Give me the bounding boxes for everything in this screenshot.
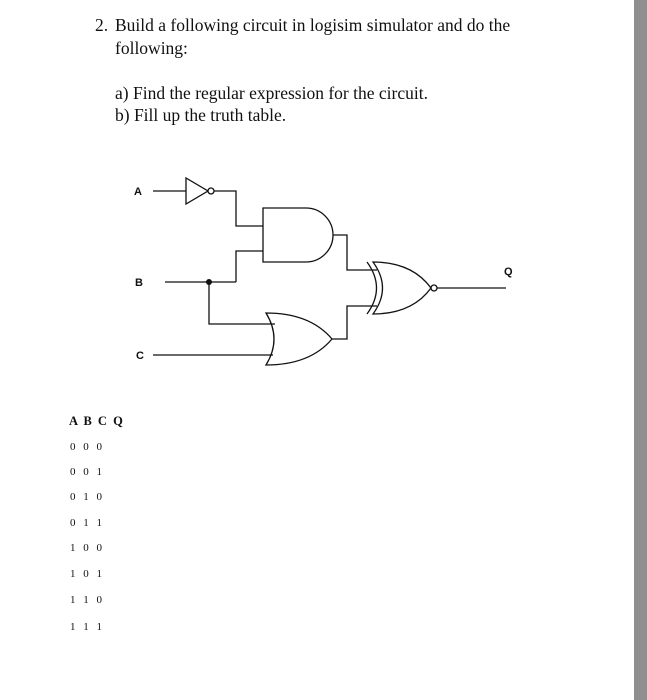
- output-label-q: Q: [504, 266, 513, 278]
- question-part-b: b) Fill up the truth table.: [115, 105, 287, 125]
- truth-table-row: 0 0 0: [70, 441, 105, 453]
- question-part-a: a) Find the regular expression for the circuit.: [115, 83, 428, 103]
- truth-table-header: A B C Q: [69, 414, 125, 428]
- input-label-a: A: [134, 186, 142, 198]
- input-label-b: B: [135, 277, 143, 289]
- junction-dot: [206, 279, 212, 285]
- truth-table-row: 0 1 1: [70, 517, 105, 529]
- truth-table-row: 1 1 1: [70, 621, 105, 633]
- wire-b-to-and: [236, 251, 263, 282]
- input-label-c: C: [136, 350, 144, 362]
- wire-b-to-or: [209, 282, 275, 324]
- truth-table-row: 0 0 1: [70, 466, 105, 478]
- wire-not-to-and: [214, 191, 263, 226]
- wire-or-to-xnor: [332, 306, 377, 339]
- xnor-gate: [367, 262, 437, 314]
- and-gate: [263, 208, 333, 262]
- not-gate: [186, 178, 214, 204]
- truth-table-row: 1 0 0: [70, 542, 105, 554]
- truth-table-row: 0 1 0: [70, 491, 105, 503]
- wire-and-to-xnor: [333, 235, 377, 270]
- question-number: 2.: [95, 15, 109, 35]
- truth-table-row: 1 1 0: [70, 594, 105, 606]
- question-stem-line-2: following:: [115, 38, 188, 58]
- truth-table-row: 1 0 1: [70, 568, 105, 580]
- or-gate: [266, 313, 332, 365]
- question-stem-line-1: Build a following circuit in logisim simulator and do the: [115, 15, 511, 35]
